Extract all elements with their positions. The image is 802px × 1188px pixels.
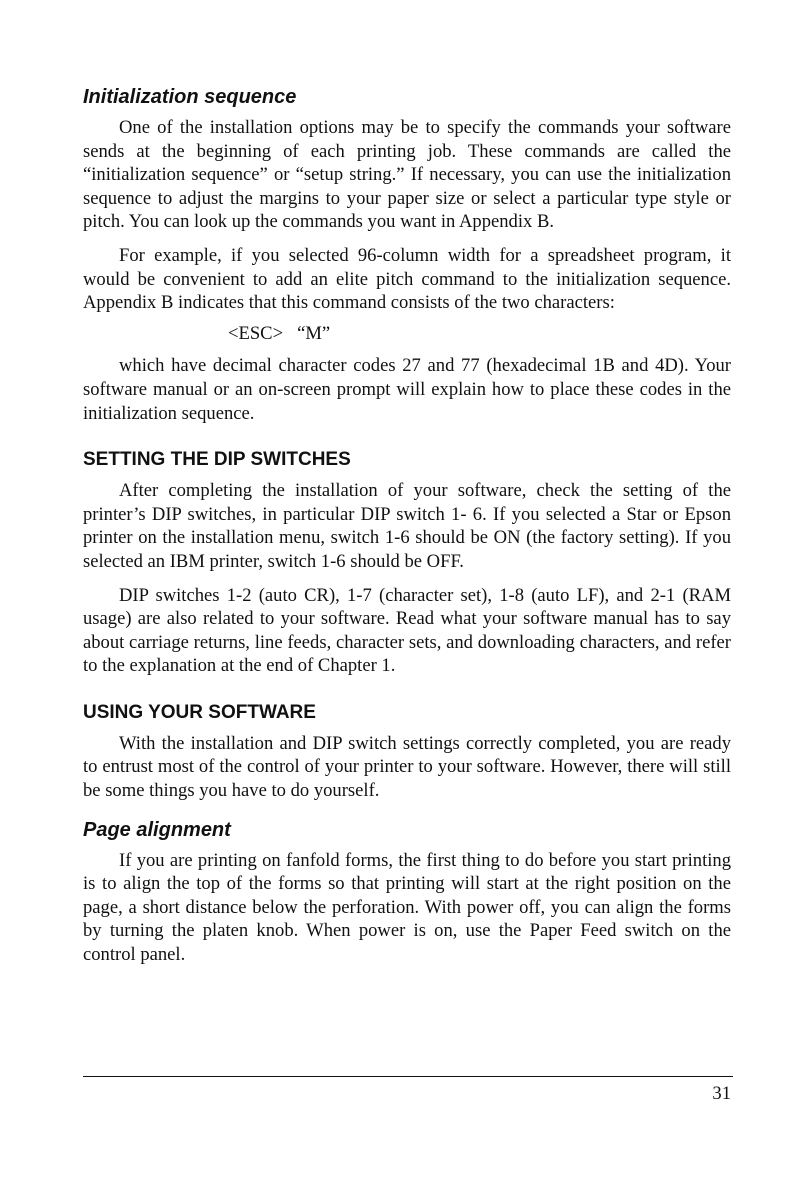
command-example xyxy=(83,322,731,346)
heading-page-alignment: Page alignment xyxy=(83,818,231,841)
paragraph-align-1: If you are printing on fanfold forms, the first thing to do before you start printing is to align the top of the forms so that printing will start at the right position on the page, a short distance below the perforation. With power off, you can align the forms by turning the platen knob. When power is on, use the Paper Feed switch on the control panel. xyxy=(83,849,731,966)
paragraph-dip-1: After completing the installation of your software, check the setting of the printer’s DIP switches, in particular DIP switch 1- 6. If you selected a Star or Epson printer on the installation menu, switch 1-6 should be ON (the factory setting). If you selected an IBM printer, switch 1-6 should be OFF. xyxy=(83,480,731,572)
paragraph-dip-2: DIP switches 1-2 (auto CR), 1-7 (character set), 1-8 (auto LF), and 2-1 (RAM usage) are also related to your software. Read what your software manual has to say about carriage returns, line feeds, character sets, and downloading characters, and refer to the explanation at the end of Chapter 1. xyxy=(83,584,731,677)
paragraph-init-2: For example, if you selected 96-column width for a spreadsheet program, it would be convenient to add an elite pitch command to the initialization sequence. Appendix B indicates that this command consists of the two characters: xyxy=(83,244,731,314)
paragraph-using-1: With the installation and DIP switch settings correctly completed, you are ready to entrust most of the control of your printer to your software. However, there will still be some things you have to do yourself. xyxy=(83,732,731,802)
heading-using-your-software: USING YOUR SOFTWARE xyxy=(83,701,316,723)
footer-rule xyxy=(83,1076,733,1077)
heading-setting-dip-switches: SETTING THE DIP SWITCHES xyxy=(83,449,351,471)
heading-initialization-sequence: Initialization sequence xyxy=(83,86,297,108)
paragraph-init-1: One of the installation options may be to specify the commands your software sends at the beginning of each printing job. These commands are called the “initialization sequence” or “setup string.” If necessary, you can use the initialization sequence to adjust the margins to your paper size or select a particular type style or pitch. You can look up the commands you want in Appendix B. xyxy=(83,117,731,233)
command-m: “M” xyxy=(297,322,331,344)
paragraph-init-3: which have decimal character codes 27 and 77 (hexadecimal 1B and 4D). Your software manual or an on-screen prompt will explain how to place these codes in the initialization sequence. xyxy=(83,355,731,424)
page-content xyxy=(83,84,731,967)
command-esc: <ESC> xyxy=(228,322,284,344)
page-number: 31 xyxy=(712,1083,731,1104)
